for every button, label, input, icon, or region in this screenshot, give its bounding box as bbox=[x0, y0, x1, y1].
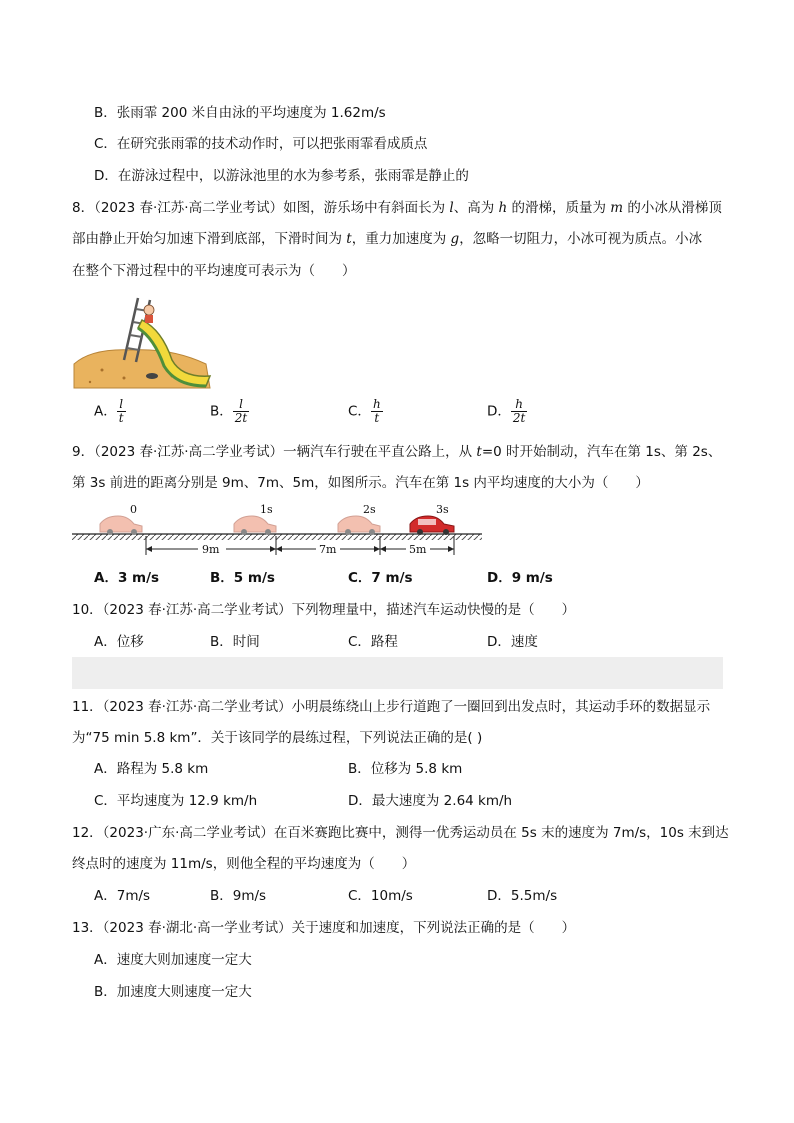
q11-option-b: B．位移为 5.8 km bbox=[348, 761, 463, 777]
q12-stem-line2: 终点时的速度为 11m/s，则他全程的平均速度为（ ） bbox=[72, 856, 416, 872]
q7-option-c: C．在研究张雨霏的技术动作时，可以把张雨霏看成质点 bbox=[94, 136, 428, 152]
q8-option-b: B． $\frac{l}{2t}$ bbox=[210, 397, 248, 425]
fraction: $\frac{h}{2t}$ bbox=[512, 397, 526, 425]
q11-option-c: C．平均速度为 12.9 km/h bbox=[94, 793, 258, 809]
q12-option-c: C．10m/s bbox=[348, 888, 413, 904]
q11-option-d: D．最大速度为 2.64 km/h bbox=[348, 793, 513, 809]
distance-label-9m: 9m bbox=[202, 543, 220, 556]
q12-option-b: B．9m/s bbox=[210, 888, 267, 904]
q10-stem: 10．（2023 春·江苏·高二学业考试）下列物理量中，描述汽车运动快慢的是（ ） bbox=[72, 602, 576, 618]
q7-option-d: D．在游泳过程中，以游泳池里的水为参考系，张雨霏是静止的 bbox=[94, 168, 469, 184]
q7-option-b: B．张雨霏 200 米自由泳的平均速度为 1.62m/s bbox=[94, 105, 386, 121]
q11-stem-line2: 为“75 min 5.8 km”．关于该同学的晨练过程，下列说法正确的是( ) bbox=[72, 730, 483, 746]
q10-option-a: A．位移 bbox=[94, 634, 144, 650]
q8-option-c: C． $\frac{h}{t}$ bbox=[348, 397, 381, 425]
q12-option-d: D．5.5m/s bbox=[487, 888, 558, 904]
fraction: $\frac{l}{2t}$ bbox=[234, 397, 248, 425]
car-icon bbox=[234, 516, 276, 535]
q8-option-a: A． $\frac{l}{t}$ bbox=[94, 397, 124, 425]
symbol-l: l bbox=[449, 200, 454, 216]
q13-stem: 13．（2023 春·湖北·高一学业考试）关于速度和加速度，下列说法正确的是（ ） bbox=[72, 920, 576, 936]
symbol-g: g bbox=[450, 231, 460, 247]
q10-option-c: C．路程 bbox=[348, 634, 398, 650]
time-label-2s: 2s bbox=[363, 503, 376, 516]
q9-stem-line2: 第 3s 前进的距离分别是 9m、7m、5m，如图所示。汽车在第 1s 内平均速度的大小为（ ） bbox=[72, 475, 649, 491]
q9-option-c: C．7 m/s bbox=[348, 570, 413, 586]
symbol-t: t bbox=[346, 231, 352, 247]
car-icon bbox=[100, 516, 142, 535]
q9-option-a: A．3 m/s bbox=[94, 570, 160, 586]
q10-option-d: D．速度 bbox=[487, 634, 538, 650]
distance-label-7m: 7m bbox=[319, 543, 337, 556]
slide-illustration bbox=[72, 290, 212, 390]
q12-stem-line1: 12．（2023·广东·高二学业考试）在百米赛跑比赛中，测得一优秀运动员在 5s 末的速度为 7m/s，10s 末到达 bbox=[72, 825, 729, 841]
q10-option-b: B．时间 bbox=[210, 634, 260, 650]
fraction: $\frac{h}{t}$ bbox=[372, 397, 381, 425]
q8-stem-line2: 部由静止开始匀加速下滑到底部，下滑时间为 t，重力加速度为 g，忽略一切阻力，小冰可视为质点。小冰 bbox=[72, 231, 703, 247]
car-road-diagram bbox=[70, 500, 490, 562]
q12-option-a: A．7m/s bbox=[94, 888, 151, 904]
q9-stem-line1: 9．（2023 春·江苏·高二学业考试）一辆汽车行驶在平直公路上，从 t=0 时开始制动，汽车在第 1s、第 2s、 bbox=[72, 444, 722, 460]
q13-option-a: A．速度大则加速度一定大 bbox=[94, 952, 252, 968]
fraction: $\frac{l}{t}$ bbox=[118, 397, 124, 425]
q8-stem-line3: 在整个下滑过程中的平均速度可表示为（ ） bbox=[72, 263, 356, 279]
time-label-3s: 3s bbox=[436, 503, 449, 516]
car-icon bbox=[410, 516, 454, 535]
distance-label-5m: 5m bbox=[409, 543, 427, 556]
gray-separator-band bbox=[72, 657, 723, 689]
time-label-0: 0 bbox=[130, 503, 137, 516]
q11-option-a: A．路程为 5.8 km bbox=[94, 761, 209, 777]
q11-stem-line1: 11．（2023 春·江苏·高二学业考试）小明晨练绕山上步行道跑了一圈回到出发点时，其运动手环的数据显示 bbox=[72, 699, 711, 715]
symbol-t: t bbox=[476, 444, 482, 460]
car-icon bbox=[338, 516, 380, 535]
symbol-h: h bbox=[498, 200, 508, 216]
q9-option-b: B．5 m/s bbox=[210, 570, 275, 586]
symbol-m: m bbox=[610, 200, 624, 216]
q9-option-d: D．9 m/s bbox=[487, 570, 553, 586]
time-label-1s: 1s bbox=[260, 503, 273, 516]
q8-stem-line1: 8．（2023 春·江苏·高二学业考试）如图，游乐场中有斜面长为 l、高为 h 的滑梯，质量为 m 的小冰从滑梯顶 bbox=[72, 200, 722, 216]
q8-option-d: D． $\frac{h}{2t}$ bbox=[487, 397, 526, 425]
q13-option-b: B．加速度大则速度一定大 bbox=[94, 984, 252, 1000]
